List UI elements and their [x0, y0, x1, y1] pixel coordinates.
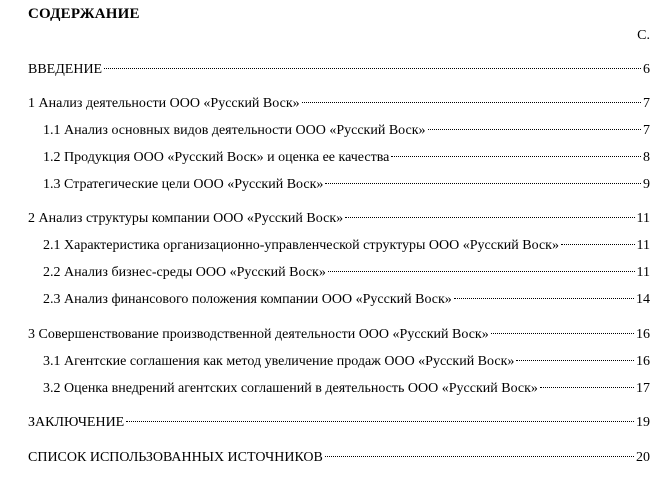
toc-entry-label: 3.2 Оценка внедрений агентских соглашений в деятельность ООО «Русский Воск» [43, 381, 538, 396]
dot-leader [454, 298, 634, 299]
toc-entry-label: 2.1 Характеристика организационно-управленческой структуры ООО «Русский Воск» [43, 238, 559, 253]
toc-entry-page: 20 [636, 450, 650, 465]
dot-leader [126, 421, 634, 422]
toc-entry-section-1-2 [43, 149, 650, 167]
dot-leader [302, 102, 641, 103]
dot-leader [325, 183, 641, 184]
toc-entry-section-2-1 [43, 237, 650, 255]
dot-leader [491, 333, 634, 334]
toc-entry-section-1-3 [43, 176, 650, 194]
toc-entry-page: 8 [643, 150, 650, 165]
dot-leader [391, 156, 641, 157]
dot-leader [561, 244, 635, 245]
toc-entry-conclusion [28, 414, 650, 432]
dot-leader [328, 271, 635, 272]
toc-entry-label: 1.1 Анализ основных видов деятельности ООО «Русский Воск» [43, 123, 426, 138]
toc-entry-label: 2.3 Анализ финансового положения компании ООО «Русский Воск» [43, 292, 452, 307]
toc-entry-label: СПИСОК ИСПОЛЬЗОВАННЫХ ИСТОЧНИКОВ [28, 450, 323, 465]
toc-entry-label: 2 Анализ структуры компании ООО «Русский Воск» [28, 211, 344, 226]
toc-entry-page: 19 [636, 415, 650, 430]
toc-entry-page: 6 [643, 62, 650, 77]
toc-entry-section-1-1 [43, 122, 650, 140]
toc-entry-label: 1.3 Стратегические цели ООО «Русский Воск» [43, 177, 324, 192]
toc-entry-section-2-3 [43, 291, 650, 309]
toc-entry-page: 11 [636, 211, 650, 226]
dot-leader [540, 387, 634, 388]
toc-entry-page: 17 [636, 381, 650, 396]
page-column-label: С. [637, 28, 650, 43]
dot-leader [345, 217, 634, 218]
toc-entry-label: 3.1 Агентские соглашения как метод увеличение продаж ООО «Русский Воск» [43, 354, 515, 369]
toc-entry-page: 11 [636, 265, 650, 280]
toc-entry-chapter-1 [28, 95, 650, 113]
dot-leader [104, 68, 641, 69]
toc-entry-page: 7 [643, 96, 650, 111]
toc-entry-page: 14 [636, 292, 650, 307]
toc-entry-page: 16 [636, 327, 650, 342]
toc-entry-chapter-3 [28, 326, 650, 344]
toc-entry-label: 2.2 Анализ бизнес-среды ООО «Русский Воск» [43, 265, 326, 280]
toc-entry-section-2-2 [43, 264, 650, 282]
toc-entry-page: 16 [636, 354, 650, 369]
dot-leader [325, 456, 634, 457]
toc-entry-page: 9 [643, 177, 650, 192]
toc-entry-section-3-1 [43, 353, 650, 371]
toc-entry-label: 3 Совершенствование производственной деятельности ООО «Русский Воск» [28, 327, 489, 342]
dot-leader [516, 360, 634, 361]
toc-entry-label: ЗАКЛЮЧЕНИЕ [28, 415, 125, 430]
toc-entry-page: 7 [643, 123, 650, 138]
toc-entry-label: ВВЕДЕНИЕ [28, 62, 103, 77]
toc-entry-references [28, 449, 650, 467]
toc-entry-label: 1.2 Продукция ООО «Русский Воск» и оценка ее качества [43, 150, 390, 165]
toc-entry-chapter-2 [28, 210, 650, 228]
toc-entry-label: 1 Анализ деятельности ООО «Русский Воск» [28, 96, 300, 111]
toc-entry-section-3-2 [43, 380, 650, 398]
toc-entry-introduction [28, 61, 650, 79]
toc-entry-page: 11 [636, 238, 650, 253]
dot-leader [428, 129, 641, 130]
page-title: СОДЕРЖАНИЕ [28, 6, 140, 22]
